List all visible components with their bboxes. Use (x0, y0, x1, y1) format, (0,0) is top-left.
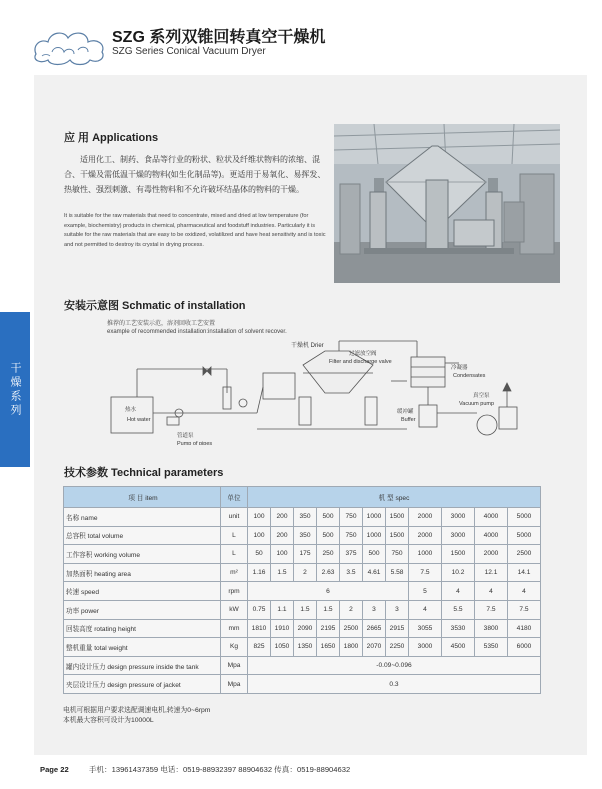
cell: 5 (409, 582, 442, 601)
pump-label-cn: 管道泵 (177, 433, 194, 439)
cell: 5350 (475, 638, 508, 657)
buffer-label-cn: 缓冲罐 (397, 409, 414, 415)
cell: 1050 (271, 638, 294, 657)
cell: 2915 (386, 619, 409, 638)
row-unit: L (221, 545, 248, 564)
header-spec: 机 型 spec (248, 487, 541, 508)
table-notes (63, 706, 210, 726)
condenser-label-cn: 冷凝器 (451, 365, 468, 371)
cell: 1810 (248, 619, 271, 638)
cell: 0.3 (248, 675, 541, 694)
cell: 7.5 (475, 600, 508, 619)
cell: 500 (317, 508, 340, 527)
cell: 6 (248, 582, 409, 601)
note-line: 本机最大容积可设计为10000L (63, 717, 154, 724)
row-unit: mm (221, 619, 248, 638)
condenser-label-en: Condensates (453, 373, 486, 379)
cell: 2665 (363, 619, 386, 638)
hot-water-label-en: Hot water (127, 417, 151, 423)
cell: 5000 (508, 508, 541, 527)
cell: 3530 (442, 619, 475, 638)
cell: 5.58 (386, 563, 409, 582)
row-unit: Mpa (221, 656, 248, 675)
cell: 1.16 (248, 563, 271, 582)
cell: 3 (386, 600, 409, 619)
buffer-label-en: Buffer (401, 417, 416, 423)
cell: 1.5 (294, 600, 317, 619)
table-row (64, 582, 541, 601)
cell: 1000 (409, 545, 442, 564)
row-label: 总容积 total volume (64, 526, 221, 545)
cell: 2 (340, 600, 363, 619)
cell: 5000 (508, 526, 541, 545)
cell: 1.5 (317, 600, 340, 619)
cell: -0.09~0.096 (248, 656, 541, 675)
applications-text-cn: 适用化工、制药、食品等行业的粉状、粒状及纤维状物料的浓缩、混合、干燥及需低温干燥的物料(如生化制品等)。更适用于易氧化、易挥发、热敏性、强烈刺激、有毒性物料和不允许破坏结晶体的物料的干燥。 (64, 155, 326, 194)
cell: 5.5 (442, 600, 475, 619)
cell: 4 (409, 600, 442, 619)
cell: 3055 (409, 619, 442, 638)
cell: 100 (248, 526, 271, 545)
row-unit: L (221, 526, 248, 545)
cell: 1.5 (271, 563, 294, 582)
table-row (64, 675, 541, 694)
cell: 200 (271, 508, 294, 527)
cell: 4 (508, 582, 541, 601)
cell: 350 (294, 526, 317, 545)
row-unit: unit (221, 508, 248, 527)
cell: 2.63 (317, 563, 340, 582)
cell: 3.5 (340, 563, 363, 582)
table-row (64, 545, 541, 564)
cell: 2000 (409, 526, 442, 545)
cell: 3000 (442, 526, 475, 545)
cell: 6000 (508, 638, 541, 657)
contact-info: 手机：13961437359 电话：0519-88932397 88904632 传真：0519-88904632 (88, 765, 351, 774)
header-item: 项 目 item (64, 487, 221, 508)
page-title: SZG 系列双锥回转真空干燥机 (112, 29, 326, 46)
cell: 1350 (294, 638, 317, 657)
cell: 200 (271, 526, 294, 545)
installation-schematic (107, 333, 537, 445)
table-row (64, 526, 541, 545)
row-label: 加热面积 heating area (64, 563, 221, 582)
table-row (64, 638, 541, 657)
table-row (64, 656, 541, 675)
page-subtitle: SZG Series Conical Vacuum Dryer (112, 46, 266, 57)
cell: 750 (386, 545, 409, 564)
filter-label-cn: 过滤放空阀 (349, 351, 377, 357)
cell: 0.75 (248, 600, 271, 619)
technical-heading: 技术参数 Technical parameters (64, 467, 224, 479)
cell: 4000 (475, 508, 508, 527)
cell: 4500 (442, 638, 475, 657)
vacuum-label-en: Vacuum pump (459, 401, 495, 407)
note-line: 电机可根据用户要求选配调速电机,转速为0~6rpm (63, 707, 211, 714)
applications-heading: 应 用 Applications (64, 132, 159, 144)
cell: 2500 (340, 619, 363, 638)
table-row (64, 600, 541, 619)
installation-note-en: example of recommended installation:installation of solvent recover. (107, 329, 287, 335)
row-unit: m² (221, 563, 248, 582)
table-row (64, 508, 541, 527)
cell: 350 (294, 508, 317, 527)
cell: 750 (340, 508, 363, 527)
cell: 250 (317, 545, 340, 564)
row-label: 名称 name (64, 508, 221, 527)
filter-label-en: Filter and discharge valve (329, 359, 392, 365)
cell: 4180 (508, 619, 541, 638)
row-unit: Kg (221, 638, 248, 657)
cell: 100 (248, 508, 271, 527)
row-label: 回装高度 rotating height (64, 619, 221, 638)
row-label: 整机重量 total weight (64, 638, 221, 657)
cell: 4 (475, 582, 508, 601)
header-unit: 单位 (221, 487, 248, 508)
cell: 4 (442, 582, 475, 601)
cell: 1500 (386, 526, 409, 545)
cell: 1000 (363, 526, 386, 545)
cell: 2000 (475, 545, 508, 564)
vacuum-label-cn: 真空泵 (473, 393, 490, 399)
cell: 100 (271, 545, 294, 564)
dryer-photo (334, 124, 560, 283)
cell: 4.61 (363, 563, 386, 582)
cell: 2500 (508, 545, 541, 564)
row-label: 夹层设计压力 design pressure of jacket (64, 675, 221, 694)
cell: 2250 (386, 638, 409, 657)
row-unit: rpm (221, 582, 248, 601)
cell: 10.2 (442, 563, 475, 582)
category-tab (0, 312, 30, 467)
cell: 1800 (340, 638, 363, 657)
table-row (64, 563, 541, 582)
applications-text-en: It is suitable for the raw materials that need to concentrate, mixed and dried at low temperature (for example, biochemistry) products in chemical, pharmaceutical and foodstuff industries. Particularly it is suitable for the raw materials that are easy to be oxidized, volatilized and have heat sensitivity and is toxic and not permitted to destroy its crystal in drying process. (64, 213, 326, 248)
cell: 7.5 (508, 600, 541, 619)
cell: 50 (248, 545, 271, 564)
cell: 500 (317, 526, 340, 545)
cell: 2000 (409, 508, 442, 527)
cell: 1650 (317, 638, 340, 657)
cell: 1500 (386, 508, 409, 527)
row-label: 转速 speed (64, 582, 221, 601)
cell: 750 (340, 526, 363, 545)
page-number: Page 22 (40, 765, 69, 774)
cell: 175 (294, 545, 317, 564)
installation-note-cn: 推荐的工艺安装示范，溶剂回收工艺安置 (107, 321, 216, 327)
cell: 7.5 (409, 563, 442, 582)
row-label: 工作容积 working volume (64, 545, 221, 564)
cell: 375 (340, 545, 363, 564)
cell: 1500 (442, 545, 475, 564)
cell: 3000 (409, 638, 442, 657)
cell: 3 (363, 600, 386, 619)
cell: 1000 (363, 508, 386, 527)
category-tab-label: 干燥系列 (9, 361, 21, 418)
drier-label: 干燥机 Drier (291, 343, 324, 349)
row-label: 功率 power (64, 600, 221, 619)
cell: 4000 (475, 526, 508, 545)
hot-water-label-cn: 热水 (125, 407, 137, 413)
row-unit: kW (221, 600, 248, 619)
installation-heading: 安装示意图 Schmatic of installation (64, 300, 246, 312)
cell: 2090 (294, 619, 317, 638)
cell: 3000 (442, 508, 475, 527)
page-footer (40, 764, 350, 775)
cell: 2070 (363, 638, 386, 657)
row-unit: Mpa (221, 675, 248, 694)
cell: 12.1 (475, 563, 508, 582)
cell: 14.1 (508, 563, 541, 582)
cloud-logo-icon (30, 24, 110, 68)
cell: 500 (363, 545, 386, 564)
cell: 1910 (271, 619, 294, 638)
table-header-row (64, 487, 541, 508)
pump-label-en: Pump of pipes (177, 441, 213, 445)
table-row (64, 619, 541, 638)
spec-table (63, 486, 541, 694)
cell: 825 (248, 638, 271, 657)
cell: 2 (294, 563, 317, 582)
row-label: 罐内设计压力 design pressure inside the tank (64, 656, 221, 675)
cell: 2195 (317, 619, 340, 638)
cell: 3800 (475, 619, 508, 638)
cell: 1.1 (271, 600, 294, 619)
